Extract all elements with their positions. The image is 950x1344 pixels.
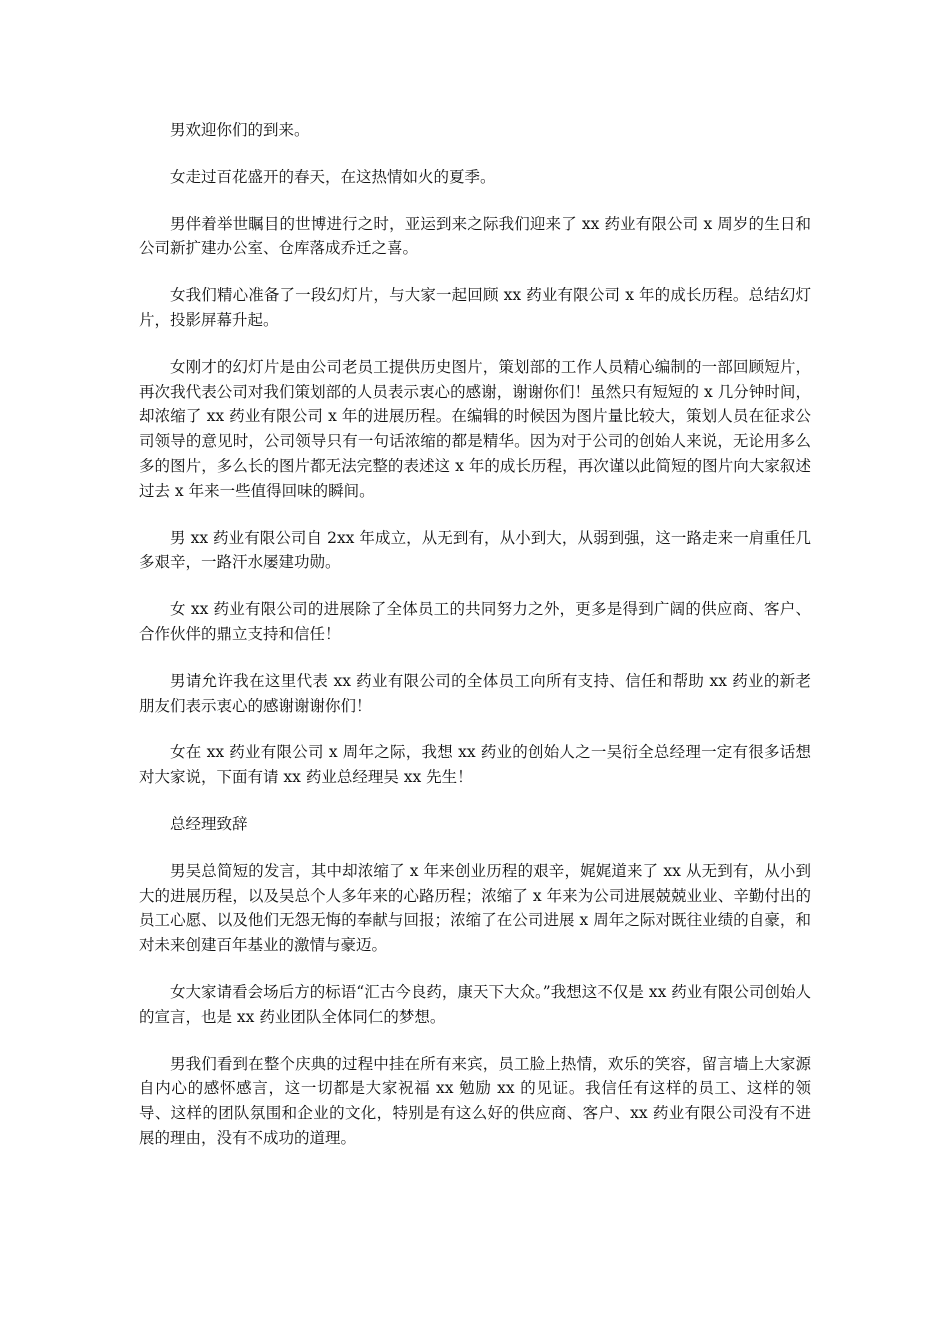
paragraph-2: 女走过百花盛开的春天，在这热情如火的夏季。 bbox=[170, 167, 496, 186]
paragraph-13: 男我们看到在整个庆典的过程中挂在所有来宾，员工脸上热情，欢乐的笑容，留言墙上大家源自内心的感怀感言，这一切都是大家祝福 xx 勉励 xx 的见证。我信任有这样的员工、这样的领导、这样的团队氛围和企业的文化，特别是有这么好的供应商、客户、xx 药业有限公司没有不进展的理由，没有不成功的道理。 bbox=[139, 1054, 811, 1147]
section-heading-speech: 总经理致辞 bbox=[170, 814, 248, 833]
document-body bbox=[139, 118, 811, 1173]
paragraph-5: 女刚才的幻灯片是由公司老员工提供历史图片，策划部的工作人员精心编制的一部回顾短片，再次我代表公司对我们策划部的人员表示衷心的感谢，谢谢你们！虽然只有短短的 x 几分钟时间，却浓缩了 xx 药业有限公司 x 年的进展历程。在编辑的时候因为图片量比较大，策划人员在征求公司领导的意见时，公司领导只有一句话浓缩的都是精华。因为对于公司的创始人来说，无论用多么多的图片，多么长的图片都无法完整的表述这 x 年的成长历程，再次谨以此简短的图片向大家叙述过去 x 年来一些值得回味的瞬间。 bbox=[139, 357, 811, 500]
paragraph-7: 女 xx 药业有限公司的进展除了全体员工的共同努力之外，更多是得到广阔的供应商、客户、合作伙伴的鼎立支持和信任！ bbox=[139, 600, 811, 643]
paragraph-1: 男欢迎你们的到来。 bbox=[170, 121, 310, 139]
paragraph-11: 男吴总简短的发言，其中却浓缩了 x 年来创业历程的艰辛，娓娓道来了 xx 从无到有，从小到大的进展历程，以及吴总个人多年来的心路历程；浓缩了 x 年来为公司进展兢兢业业、辛勤付出的员工心愿、以及他们无怨无悔的奉献与回报；浓缩了在公司进展 x 周年之际对既往业绩的自豪，和对未来创建百年基业的激情与豪迈。 bbox=[139, 861, 811, 955]
paragraph-12: 女大家请看会场后方的标语“汇古今良药，康天下大众。”我想这不仅是 xx 药业有限公司创始人的宣言，也是 xx 药业团队全体同仁的梦想。 bbox=[139, 982, 811, 1026]
paragraph-9: 女在 xx 药业有限公司 x 周年之际，我想 xx 药业的创始人之一吴衍全总经理一定有很多话想对大家说，下面有请 xx 药业总经理吴 xx 先生！ bbox=[139, 743, 811, 787]
paragraph-4: 女我们精心准备了一段幻灯片，与大家一起回顾 xx 药业有限公司 x 年的成长历程。总结幻灯片，投影屏幕升起。 bbox=[139, 286, 811, 329]
paragraph-8: 男请允许我在这里代表 xx 药业有限公司的全体员工向所有支持、信任和帮助 xx 药业的新老朋友们表示衷心的感谢谢谢你们！ bbox=[139, 671, 811, 715]
paragraph-6: 男 xx 药业有限公司自 2xx 年成立，从无到有，从小到大，从弱到强，这一路走来一肩重任几多艰辛，一路汗水屡建功勋。 bbox=[139, 528, 811, 572]
paragraph-3: 男伴着举世瞩目的世博进行之时，亚运到来之际我们迎来了 xx 药业有限公司 x 周岁的生日和公司新扩建办公室、仓库落成乔迁之喜。 bbox=[139, 214, 811, 258]
